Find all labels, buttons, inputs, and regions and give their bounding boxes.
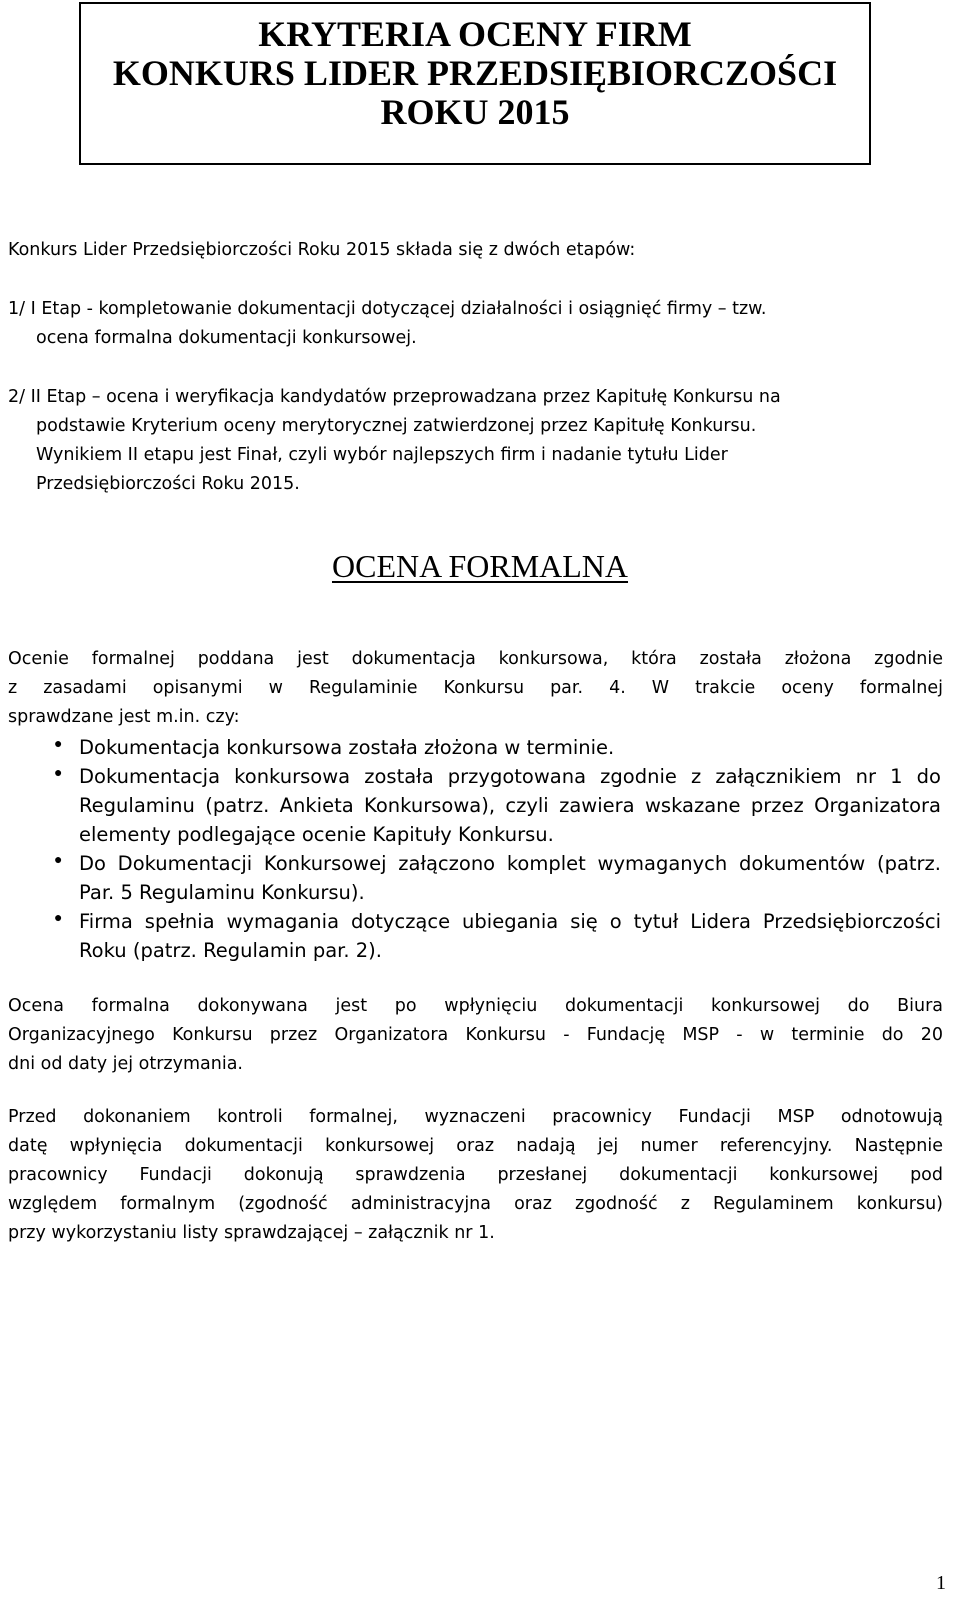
bullet-2-line-2: Regulaminu (patrz. Ankieta Konkursowa), czyli zawiera wskazane przez Organizatora — [79, 794, 941, 817]
formal-intro-line-2: z zasadami opisanymi w Regulaminie Konkursu par. 4. W trakcie oceny formalnej — [8, 678, 943, 698]
para-control-line-1: Przed dokonaniem kontroli formalnej, wyznaczeni pracownicy Fundacji MSP odnotowują — [8, 1107, 943, 1127]
para-control-line-4: względem formalnym (zgodność administracyjna oraz zgodność z Regulaminem konkursu) — [8, 1194, 943, 1214]
stage-1-line-1: 1/ I Etap - kompletowanie dokumentacji dotyczącej działalności i osiągnięć firmy – tzw. — [8, 299, 767, 319]
para-timing-line-2: Organizacyjnego Konkursu przez Organizatora Konkursu - Fundację MSP - w terminie do 20 — [8, 1025, 943, 1045]
para-timing — [8, 992, 943, 1079]
bullet-item-1 — [79, 733, 941, 762]
bullet-icon: ● — [54, 766, 63, 781]
bullet-4-line-1: Firma spełnia wymagania dotyczące ubiegania się o tytuł Lidera Przedsiębiorczości — [79, 910, 941, 933]
bullet-icon: ● — [54, 911, 63, 926]
stage-2-line-4: Przedsiębiorczości Roku 2015. — [36, 474, 300, 494]
para-control-line-2: datę wpłynięcia dokumentacji konkursowej oraz nadają jej numer referencyjny. Następnie — [8, 1136, 943, 1156]
page-number: 1 — [936, 1572, 946, 1594]
stage-2-line-2: podstawie Kryterium oceny merytorycznej zatwierdzonej przez Kapitułę Konkursu. — [36, 416, 757, 436]
para-control-line-3: pracownicy Fundacji dokonują sprawdzenia przesłanej dokumentacji konkursowej pod — [8, 1165, 943, 1185]
stage-1-line-2: ocena formalna dokumentacji konkursowej. — [36, 328, 417, 348]
bullet-item-3 — [79, 849, 941, 907]
bullet-item-2 — [79, 762, 941, 849]
bullet-1-line-1: Dokumentacja konkursowa została złożona w terminie. — [79, 736, 615, 759]
bullet-2-line-1: Dokumentacja konkursowa została przygotowana zgodnie z załącznikiem nr 1 do — [79, 765, 941, 788]
bullet-item-4 — [79, 907, 941, 965]
stage-2-line-1: 2/ II Etap – ocena i weryfikacja kandydatów przeprowadzana przez Kapitułę Konkursu na — [8, 387, 781, 407]
para-control — [8, 1103, 943, 1248]
title-line-2: KONKURS LIDER PRZEDSIĘBIORCZOŚCI — [112, 53, 838, 93]
bullet-3-line-1: Do Dokumentacji Konkursowej załączono komplet wymaganych dokumentów (patrz. — [79, 852, 941, 875]
para-timing-line-3: dni od daty jej otrzymania. — [8, 1054, 243, 1074]
bullet-2-line-3: elementy podlegające ocenie Kapituły Konkursu. — [79, 823, 554, 846]
formal-intro-line-3: sprawdzane jest m.in. czy: — [8, 707, 240, 727]
section-title: OCENA FORMALNA — [331, 548, 629, 584]
para-timing-line-1: Ocena formalna dokonywana jest po wpłynięciu dokumentacji konkursowej do Biura — [8, 996, 943, 1016]
stage-2-line-3: Wynikiem II etapu jest Finał, czyli wybór najlepszych firm i nadanie tytułu Lider — [36, 445, 728, 465]
bullet-4-line-2: Roku (patrz. Regulamin par. 2). — [79, 939, 382, 962]
title-line-3: ROKU 2015 — [380, 92, 570, 132]
formal-intro — [8, 645, 943, 732]
title-line-1: KRYTERIA OCENY FIRM — [258, 14, 692, 54]
bullet-icon: ● — [54, 853, 63, 868]
para-control-line-5: przy wykorzystaniu listy sprawdzającej – załącznik nr 1. — [8, 1223, 495, 1243]
formal-intro-line-1: Ocenie formalnej poddana jest dokumentacja konkursowa, która została złożona zgodnie — [8, 649, 943, 669]
title-box — [79, 2, 871, 165]
bullet-3-line-2: Par. 5 Regulaminu Konkursu). — [79, 881, 365, 904]
bullet-icon: ● — [54, 737, 63, 752]
intro-text: Konkurs Lider Przedsiębiorczości Roku 2015 składa się z dwóch etapów: — [8, 240, 636, 260]
